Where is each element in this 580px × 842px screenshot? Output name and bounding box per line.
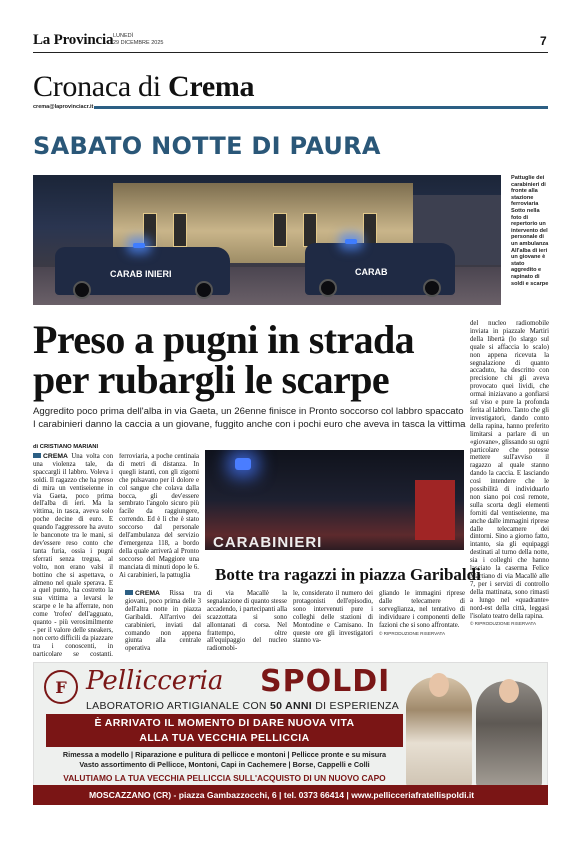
column-text: le, considerato il numero dei protagonisti dell'episodio, sono intervenuti pure i colleghi delle stazioni di Montodine e Camisano. In queste ore gli investigatori stanno va- [293, 590, 373, 645]
ad-brand-script: Pellicceria [86, 666, 224, 696]
ad-sub-bold: 50 ANNI [270, 700, 313, 712]
ad-banner [46, 714, 403, 747]
police-car-right [305, 243, 455, 295]
article-column-3 [470, 320, 549, 653]
wheel [73, 281, 91, 299]
vehicle-label: CARABINIERI [213, 534, 323, 550]
dateline: CREMA [135, 590, 160, 597]
side-story-col-2 [207, 590, 287, 656]
ad-valuation: VALUTIAMO LA TUA VECCHIA PELLICCIA SULL'ACQUISTO DI UN NUOVO CAPO [63, 773, 386, 783]
fur-logo-icon: F [44, 670, 78, 704]
dateline: CREMA [43, 453, 68, 460]
banner-line-2: ALLA TUA VECCHIA PELLICCIA [139, 732, 310, 744]
model-face [429, 673, 449, 697]
masthead: La Provincia [33, 32, 114, 48]
ambulance-photo [205, 450, 464, 550]
article-column-1 [33, 453, 113, 656]
car-label: CARAB [355, 267, 388, 277]
window [303, 213, 317, 247]
main-photo [33, 175, 501, 305]
police-car-left [55, 247, 230, 295]
services-line-2: Vasto assortimento di Pellicce, Montoni, Capi in Cachemere | Borse, Cappelli e Colli [79, 759, 370, 769]
photo-caption: Pattuglie dei carabinieri di fronte alla stazione ferroviaria Sotto nella foto di repertorio un intervento del personale di un ambulanza All'alba di ieri un giovane è stato aggredito e rapinato di soldi e scarpe [511, 175, 549, 287]
ad-subtitle [86, 700, 399, 712]
siren [345, 239, 357, 244]
headline [33, 317, 473, 402]
window [173, 213, 187, 247]
kicker: SABATO NOTTE DI PAURA [33, 132, 381, 160]
section-band [94, 106, 548, 109]
weekday: LUNEDÌ [113, 33, 134, 39]
subhead-line-1: Aggredito poco prima dell'alba in via Gaeta, un 26enne finisce in Pronto soccorso col labbro spaccato [33, 406, 464, 417]
ad-services [46, 750, 403, 769]
services-line-1: Rimessa a modello | Riparazione e pulitura di pellicce e montoni | Pellicce pronte e su misura [62, 750, 387, 759]
section-email[interactable]: crema@laprovinciacr.it [33, 104, 94, 110]
siren-light [235, 458, 251, 470]
page-number: 7 [540, 34, 547, 48]
copyright: © RIPRODUZIONE RISERVATA [379, 630, 446, 636]
column-text: Una volta con una violenza tale, da spaccargli il labbro. Voleva i soldi. Il ragazzo che ha preso di mira un ventiseienne in via Gaeta, poco prima dell'alba di ieri. Ma la vittima, in tasca, aveva solo poche decine di euro. E quando l'aggressore ha avuto le banconote tra le mani, si dev'essere reso conto che tanta furia, ossia i pugni sferrati senza tregua, al volto, non erano valsi il bottino che si aspettava, o almeno nel quale sperava. E a quel punto, ha costretto la sua vittima a levarsi le scarpe e le ha afferrate, non come 'trofeo' dell'agguato, quanto - più verosimilmente - per il valore delle sneakers, non certo difficili da piazzare tra i conoscenti, in particolare se costanti. [33, 453, 113, 656]
ad-sub-prefix: LABORATORIO ARTIGIANALE CON [86, 700, 271, 712]
header-rule [33, 52, 548, 53]
tag-square-icon [33, 453, 41, 458]
headline-line-1: Preso a pugni in strada [33, 317, 415, 362]
column-text: del nucleo radiomobile inviata in piazzale Martiri della libertà (lo slargo sul quale si affaccia lo scalo) non appena ricevuta la segnalazione di quanto accaduto, ha descritto con precisione chi gli aveva provocato quei lividi, che ormai iniziavano a gonfiarsi sul viso e pure la profonda ferita al labbro. Tanto che gli investigatori, dando conto della rapina, hanno preferito limitarsi a parlare di un «giovane», glissando su ogni particolare che potesse mettere sull'avviso il ragazzo al quale stanno dando la caccia. E lasciando così intendere che le possibilità di individuarlo non siano poi così remote, sulla scorta degli elementi forniti dal ventiseienne, ma anche dalle immagini riprese dalle telecamere dei dintorni. Sino a giorno fatto, intanto, sia gli equipaggi destinati al turno della notte, sia i colleghi che hanno lasciato la caserma Felice Martiano di via Macallè alle 7, per i servizi di controllo della mattinata, sono rimasti a lungo nel «quadrante» nord-est della città, leggasi l'isolato teatro della rapina. [470, 320, 549, 620]
ad-footer-contact[interactable]: MOSCAZZANO (CR) - piazza Gambazzocchi, 6 | tel. 0373 66414 | www.pellicceriafratellispoldi.it [33, 785, 548, 805]
section-title [33, 70, 254, 104]
column-text: ferroviaria, a poche centinaia di metri di distanza. In quegli istanti, con gli zigomi che pulsavano per il dolore e col sangue che colava dalla bocca, gli dev'essere sembrato l'angolo sicuro più facile da raggiungere, correndo. Ed è lì che è stato soccorso dal personale dell'ambulanza del servizio d'emergenza 118, a bordo della quale arriverà al Pronto soccorso del Maggiore una manciata di minuti dopo le 6. Ai carabinieri, la pattuglia [119, 453, 199, 579]
model-face [499, 679, 519, 703]
side-story-col-1 [125, 590, 201, 656]
side-story-col-4 [379, 590, 465, 656]
column-text: Rissa tra giovani, poco prima delle 3 dell'altra notte in piazza Garibaldi. All'arrivo dei carabinieri, inviati dal comando non appena giunta alla centrale operativa [125, 590, 201, 653]
issue-date [113, 33, 163, 46]
wheel [195, 281, 213, 299]
side-story-title: Botte tra ragazzi in piazza Garibaldi [215, 565, 481, 584]
column-text: di via Macallè la segnalazione di quanto stesse accadendo, i partecipanti alla scazzottata si sono allontanati di corsa. Nel frattempo, oltre all'equipaggio del nucleo radiomobi- [207, 590, 287, 653]
car-label: CARAB INIERI [110, 269, 172, 279]
side-story-col-3 [293, 590, 373, 656]
copyright: © RIPRODUZIONE RISERVATA [470, 621, 537, 627]
ad-sub-suffix: DI ESPERIENZA [312, 700, 400, 712]
headline-line-2: per rubargli le scarpe [33, 357, 389, 402]
tag-square-icon [125, 590, 133, 595]
column-text: gliando le immagini riprese dalle telecamere di sorveglianza, nel tentativo di individuare i componenti delle fazioni che si sono affrontate. [379, 590, 465, 629]
section-prefix: Cronaca di [33, 70, 161, 103]
byline: di CRISTIANO MARIANI [33, 444, 99, 450]
window [363, 213, 377, 247]
section-city: Crema [168, 70, 255, 103]
banner-line-1: È ARRIVATO IL MOMENTO DI DARE NUOVA VITA [94, 717, 355, 729]
wheel [319, 279, 337, 297]
subheadline [33, 406, 473, 431]
wheel [423, 279, 441, 297]
window [143, 213, 157, 247]
date: 29 DICEMBRE 2025 [113, 39, 164, 46]
door [415, 480, 455, 540]
subhead-line-2: I carabinieri danno la caccia a un giovane, fuggito anche con i pochi euro che aveva in tasca la vittima [33, 418, 466, 430]
model-fur-coat-2 [476, 681, 542, 787]
siren [133, 243, 145, 248]
ad-brand-bold: SPOLDI [260, 664, 391, 699]
model-fur-coat-1 [406, 677, 472, 787]
window [273, 213, 287, 247]
